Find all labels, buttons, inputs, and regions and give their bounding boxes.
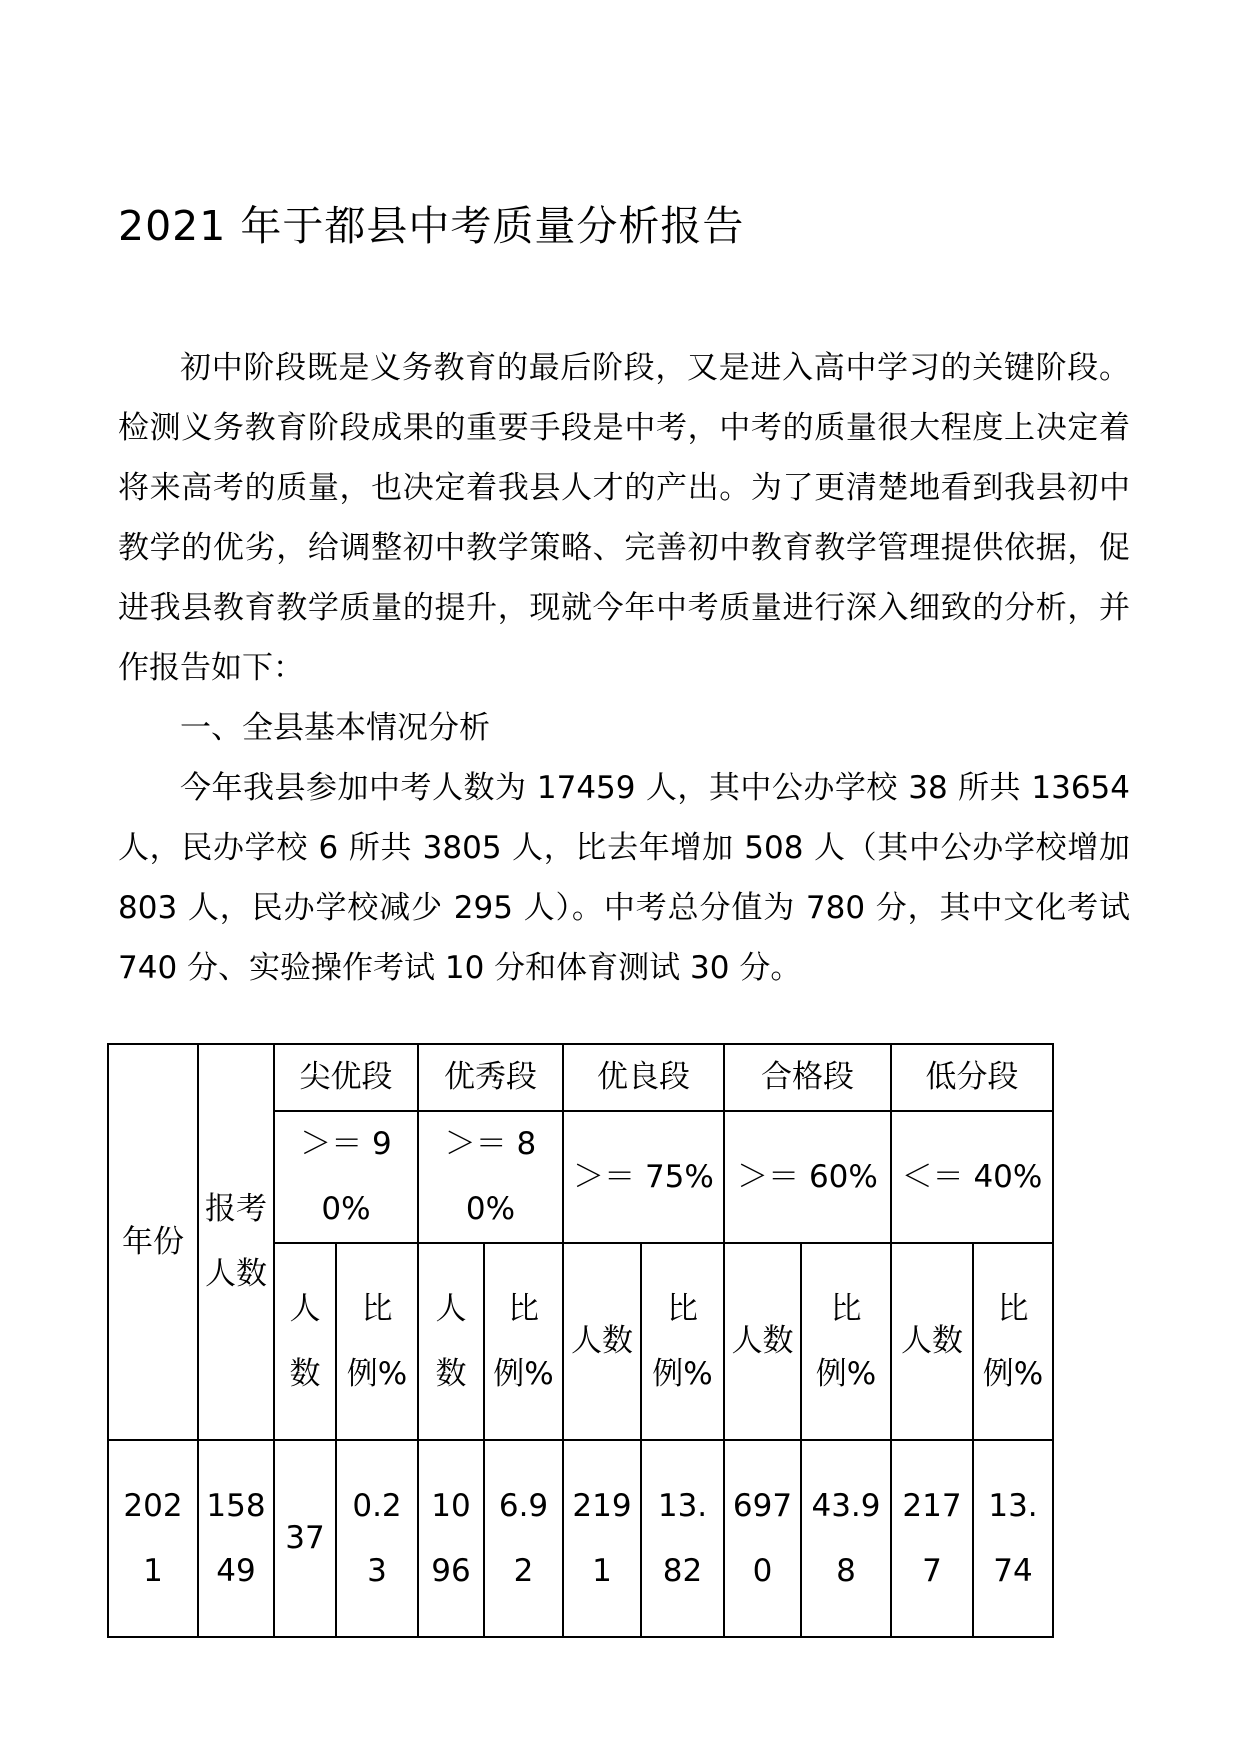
count-header: 人数	[891, 1243, 973, 1440]
band-threshold: ＜＝ 40%	[891, 1111, 1053, 1243]
section-heading: 一、全县基本情况分析	[180, 710, 490, 746]
ratio-cell: 0.23	[336, 1440, 418, 1637]
ratio-header: 比例%	[801, 1243, 891, 1440]
year-cell: 2021	[108, 1440, 198, 1637]
applicants-cell: 15849	[198, 1440, 274, 1637]
count-cell: 37	[274, 1440, 336, 1637]
band-threshold: ＞＝ 80%	[418, 1111, 563, 1243]
count-header: 人数	[563, 1243, 641, 1440]
ratio-header: 比例%	[484, 1243, 563, 1440]
ratio-cell: 13.74	[973, 1440, 1053, 1637]
ratio-header: 比例%	[641, 1243, 724, 1440]
year-header: 年份	[108, 1044, 198, 1440]
band-name: 尖优段	[274, 1044, 418, 1111]
count-cell: 1096	[418, 1440, 484, 1637]
ratio-cell: 13.82	[641, 1440, 724, 1637]
count-header: 人数	[418, 1243, 484, 1440]
ratio-cell: 43.98	[801, 1440, 891, 1637]
count-cell: 6970	[724, 1440, 801, 1637]
band-name: 优秀段	[418, 1044, 563, 1111]
count-header: 人数	[724, 1243, 801, 1440]
ratio-cell: 6.92	[484, 1440, 563, 1637]
band-threshold: ＞＝ 60%	[724, 1111, 891, 1243]
intro-paragraph: 初中阶段既是义务教育的最后阶段，又是进入高中学习的关键阶段。检测义务教育阶段成果的重要手段是中考，中考的质量很大程度上决定着将来高考的质量，也决定着我县人才的产出。为了更清楚地看到我县初中教学的优劣，给调整初中教学策略、完善初中教育教学管理提供依据，促进我县教育教学质量的提升，现就今年中考质量进行深入细致的分析，并作报告如下：	[118, 350, 1130, 686]
count-cell: 2177	[891, 1440, 973, 1637]
band-threshold: ＞＝ 75%	[563, 1111, 724, 1243]
ratio-header: 比例%	[973, 1243, 1053, 1440]
band-name-row	[108, 1044, 1053, 1111]
score-band-table	[107, 1043, 1054, 1638]
document-body	[118, 338, 1130, 998]
ratio-header: 比例%	[336, 1243, 418, 1440]
band-name: 优良段	[563, 1044, 724, 1111]
band-name: 合格段	[724, 1044, 891, 1111]
count-header: 人数	[274, 1243, 336, 1440]
document-title: 2021 年于都县中考质量分析报告	[118, 202, 745, 250]
band-threshold: ＞＝ 90%	[274, 1111, 418, 1243]
band-name: 低分段	[891, 1044, 1053, 1111]
count-cell: 2191	[563, 1440, 641, 1637]
table-row	[108, 1440, 1053, 1637]
statistics-paragraph: 今年我县参加中考人数为 17459 人，其中公办学校 38 所共 13654 人，民办学校 6 所共 3805 人，比去年增加 508 人（其中公办学校增加 803 人，民办学校减少 295 人）。中考总分值为 780 分，其中文化考试 740 分、实验操作考试 10 分和体育测试 30 分。	[118, 770, 1130, 986]
applicants-header: 报考人数	[198, 1044, 274, 1440]
